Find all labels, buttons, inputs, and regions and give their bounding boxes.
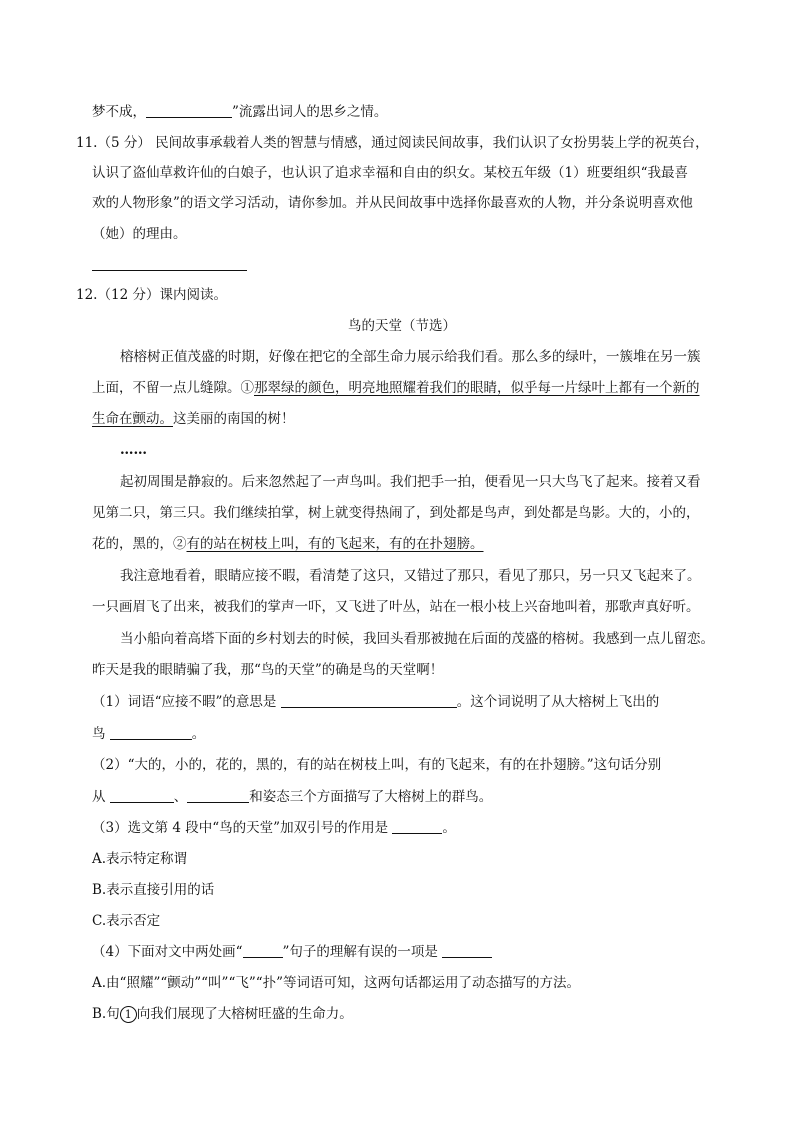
p2-line-2: 见第二只，第三只。我们继续拍掌，树上就变得热闹了，到处都是鸟声，到处都是鸟影。大的，小的， bbox=[92, 505, 700, 521]
q12-header: 12.（12 分）课内阅读。 bbox=[76, 287, 227, 303]
sub4-question: （4）下面对文中两处画“ ”句子的理解有误的一项是 bbox=[92, 943, 492, 961]
p4-line-1: 当小船向着高塔下面的乡村划去的时候，我回头看那被抛在后面的茂盛的榕树。我感到一点儿留恋。 bbox=[120, 631, 714, 647]
answer-blank[interactable] bbox=[187, 788, 249, 803]
p1-line-2: 上面，不留一点儿缝隙。①那翠绿的颜色，明亮地照耀着我们的眼睛，似乎每一片绿叶上都有一个新的 bbox=[92, 380, 700, 396]
p3-line-2: 一只画眉飞了出来，被我们的掌声一吓，又飞进了叶丛，站在一根小枝上兴奋地叫着，那歌声真好听。 bbox=[92, 599, 700, 615]
q11-line-2: 认识了盗仙草救许仙的白娘子，也认识了追求幸福和自由的织女。某校五年级（1）班要组织“我最喜 bbox=[92, 165, 688, 181]
answer-blank[interactable] bbox=[392, 819, 442, 834]
p3-line-1: 我注意地看着，眼睛应接不暇，看清楚了这只，又错过了那只，看见了那只，另一只又飞起来了。 bbox=[120, 568, 701, 584]
answer-blank[interactable] bbox=[110, 725, 192, 740]
underlined-sentence-2: 有的站在树枝上叫，有的飞起来，有的在扑翅膀。 bbox=[186, 536, 484, 552]
sub3-option-b: B.表示直接引用的话 bbox=[92, 882, 215, 898]
sub2-line-1: （2）“大的，小的，花的，黑的，有的站在树枝上叫，有的飞起来，有的在扑翅膀。”这句话分别 bbox=[92, 757, 662, 773]
sub3-option-a: A.表示特定称谓 bbox=[92, 851, 188, 867]
circled-number-1: 1 bbox=[120, 1006, 137, 1023]
q12-score: （12 分） bbox=[97, 287, 160, 303]
answer-blank[interactable] bbox=[110, 788, 174, 803]
p2-line-3: 花的，黑的，②有的站在树枝上叫，有的飞起来，有的在扑翅膀。 bbox=[92, 536, 484, 552]
answer-blank[interactable] bbox=[146, 103, 232, 118]
sentence-marker-2: ② bbox=[173, 536, 187, 552]
ellipsis: …… bbox=[120, 442, 147, 458]
q11-score: （5 分） bbox=[97, 135, 151, 151]
inline-underline-sample bbox=[243, 943, 283, 958]
p1-line-3: 生命在颤动。这美丽的南国的树！ bbox=[92, 411, 295, 427]
q11-line-4: （她）的理由。 bbox=[92, 226, 187, 242]
sub2-line-2: 从 、 和姿态三个方面描写了大榕树上的群鸟。 bbox=[92, 789, 493, 805]
sub1-line-1: （1）词语“应接不暇”的意思是 。这个词说明了从大榕树上飞出的 bbox=[92, 694, 660, 710]
sub1-line-2: 鸟 。 bbox=[92, 726, 206, 742]
underlined-sentence-1-end: 生命在颤动。 bbox=[92, 411, 173, 427]
sub4-option-b: B.句 1 向我们展现了大榕树旺盛的生命力。 bbox=[92, 1006, 353, 1022]
q12-number: 12. bbox=[76, 287, 98, 303]
q11-answer-line[interactable] bbox=[92, 270, 247, 271]
q11-number: 11. bbox=[76, 135, 98, 151]
underlined-sentence-1: 那翠绿的颜色，明亮地照耀着我们的眼睛，似乎每一片绿叶上都有一个新的 bbox=[254, 380, 700, 396]
passage-title: 鸟的天堂（节选） bbox=[348, 318, 456, 334]
p4-line-2: 昨天是我的眼睛骗了我，那“鸟的天堂”的确是鸟的天堂啊！ bbox=[92, 662, 444, 678]
sub3-question: （3）选文第 4 段中“鸟的天堂”加双引号的作用是 。 bbox=[92, 820, 456, 836]
answer-blank[interactable] bbox=[281, 693, 457, 708]
q11-line-1: 11.（5 分） 民间故事承载着人类的智慧与情感，通过阅读民间故事，我们认识了女扮男装上学的祝英台， bbox=[76, 135, 709, 151]
p1-line-1: 榕榕树正值茂盛的时期，好像在把它的全部生命力展示给我们看。那么多的绿叶，一簇堆在另一簇 bbox=[120, 349, 701, 365]
continuation-line: 梦不成， ”流露出词人的思乡之情。 bbox=[92, 104, 388, 120]
answer-blank[interactable] bbox=[442, 943, 492, 958]
sub3-option-c: C.表示否定 bbox=[92, 913, 161, 929]
sentence-marker-1: ① bbox=[240, 380, 254, 396]
p2-line-1: 起初周围是静寂的。后来忽然起了一声鸟叫。我们把手一拍，便看见一只大鸟飞了起来。接着又看 bbox=[120, 474, 701, 490]
q11-line-3: 欢的人物形象”的语文学习活动，请你参加。并从民间故事中选择你最喜欢的人物，并分条说明喜欢他 bbox=[92, 195, 693, 211]
sub4-option-a: A.由“照耀”“颤动”“叫”“飞”“扑”等词语可知，这两句话都运用了动态描写的方法。 bbox=[92, 975, 581, 991]
